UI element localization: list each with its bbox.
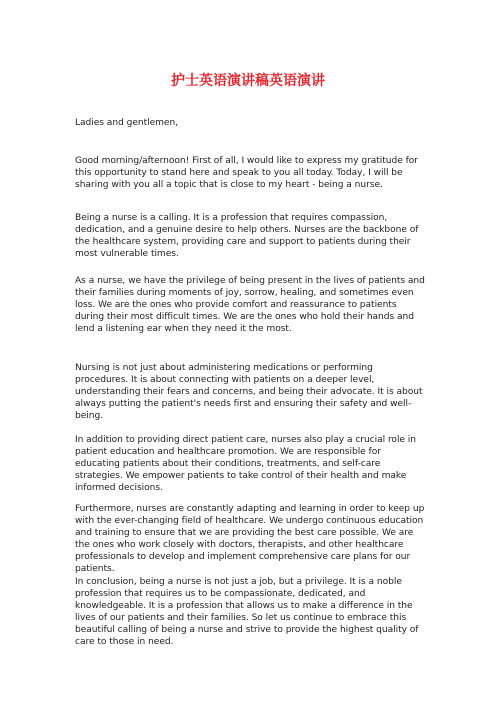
paragraph-greeting: Ladies and gentlemen, [75, 118, 179, 128]
paragraph-privilege: As a nurse, we have the privilege of being present in the lives of patients and their families during moments of joy, sorrow, healing, and sometimes even loss. We are the ones who provide comfort and reassurance to patients during their most difficult times. We are the ones who hold their hands and lend a listening ear when they need it the most. [75, 276, 425, 334]
paragraph-learning: Furthermore, nurses are constantly adapting and learning in order to keep up with the ever-changing field of healthcare. We undergo continuous education and training to ensure that we are providing the best care possible. We are the ones who work closely with doctors, therapists, and other healthcare professionals to develop and implement comprehensive care plans for our patients. [75, 504, 425, 574]
paragraph-opening: Good morning/afternoon! First of all, I would like to express my gratitude for this opportunity to stand here and speak to you all today. Today, I will be sharing with you all a topic that is close to my heart - being a nurse. [75, 156, 418, 190]
document-title: 护士英语演讲稿英语演讲 [171, 73, 325, 89]
paragraph-education: In addition to providing direct patient care, nurses also play a crucial role in patient education and healthcare promotion. We are responsible for educating patients about their conditions, treatments, and self-care strategies. We empower patients to take control of their health and make informed decisions. [75, 435, 416, 493]
paragraph-connecting: Nursing is not just about administering medications or performing procedures. It is about connecting with patients on a deeper level, understanding their fears and concerns, and being their advocate. It is about always putting the patient's needs first and ensuring their safety and well-being. [75, 363, 423, 421]
paragraph-conclusion: In conclusion, being a nurse is not just a job, but a privilege. It is a noble profession that requires us to be compassionate, dedicated, and knowledgeable. It is a profession that allows us to make a difference in the lives of our patients and their families. So let us continue to embrace this beautiful calling of being a nurse and strive to provide the highest quality of care to those in need. [75, 577, 419, 647]
paragraph-calling: Being a nurse is a calling. It is a profession that requires compassion, dedication, and a genuine desire to help others. Nurses are the backbone of the healthcare system, providing care and support to patients during their most vulnerable times. [75, 213, 419, 259]
